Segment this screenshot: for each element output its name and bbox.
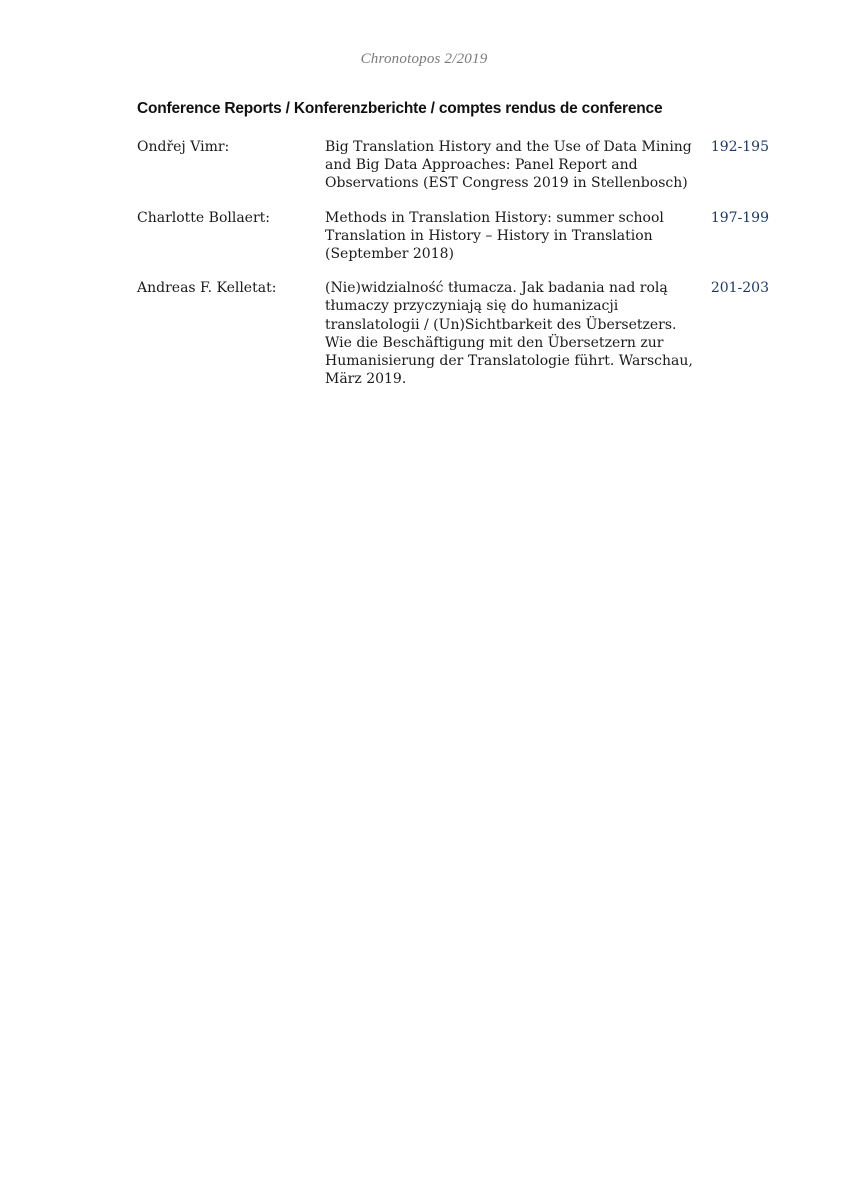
entry-pages-link[interactable]: 192-195 xyxy=(710,139,769,155)
entry-author: Charlotte Bollaert: xyxy=(137,209,270,226)
entry-title: Big Translation History and the Use of Data Mining and Big Data Approaches: Panel Report and Observations (EST Congress 2019 in Stellenbosch) xyxy=(325,139,692,192)
toc-entries xyxy=(137,138,777,404)
entry-title: (Nie)widzialność tłumacza. Jak badania nad rolą tłumaczy przyczyniają się do humanizacji translatologii / (Un)Sichtbarkeit des Übersetzers. Wie die Beschäftigung mit den Übersetzern zur Humanisierung der Translatologie führt. Warschau, März 2019. xyxy=(325,280,693,388)
toc-entry xyxy=(137,279,777,388)
entry-author: Andreas F. Kelletat: xyxy=(137,280,277,297)
entry-title: Methods in Translation History: summer school Translation in History – History in Translation (September 2018) xyxy=(325,209,664,263)
toc-entry xyxy=(137,209,777,264)
toc-entry xyxy=(137,138,777,193)
entry-pages-link[interactable]: 197-199 xyxy=(710,209,769,226)
running-header: Chronotopos 2/2019 xyxy=(360,51,488,67)
section-title: Conference Reports / Konferenzberichte / comptes rendus de conference xyxy=(137,100,663,117)
entry-pages-link[interactable]: 201-203 xyxy=(710,280,769,297)
entry-author: Ondřej Vimr: xyxy=(137,139,230,155)
